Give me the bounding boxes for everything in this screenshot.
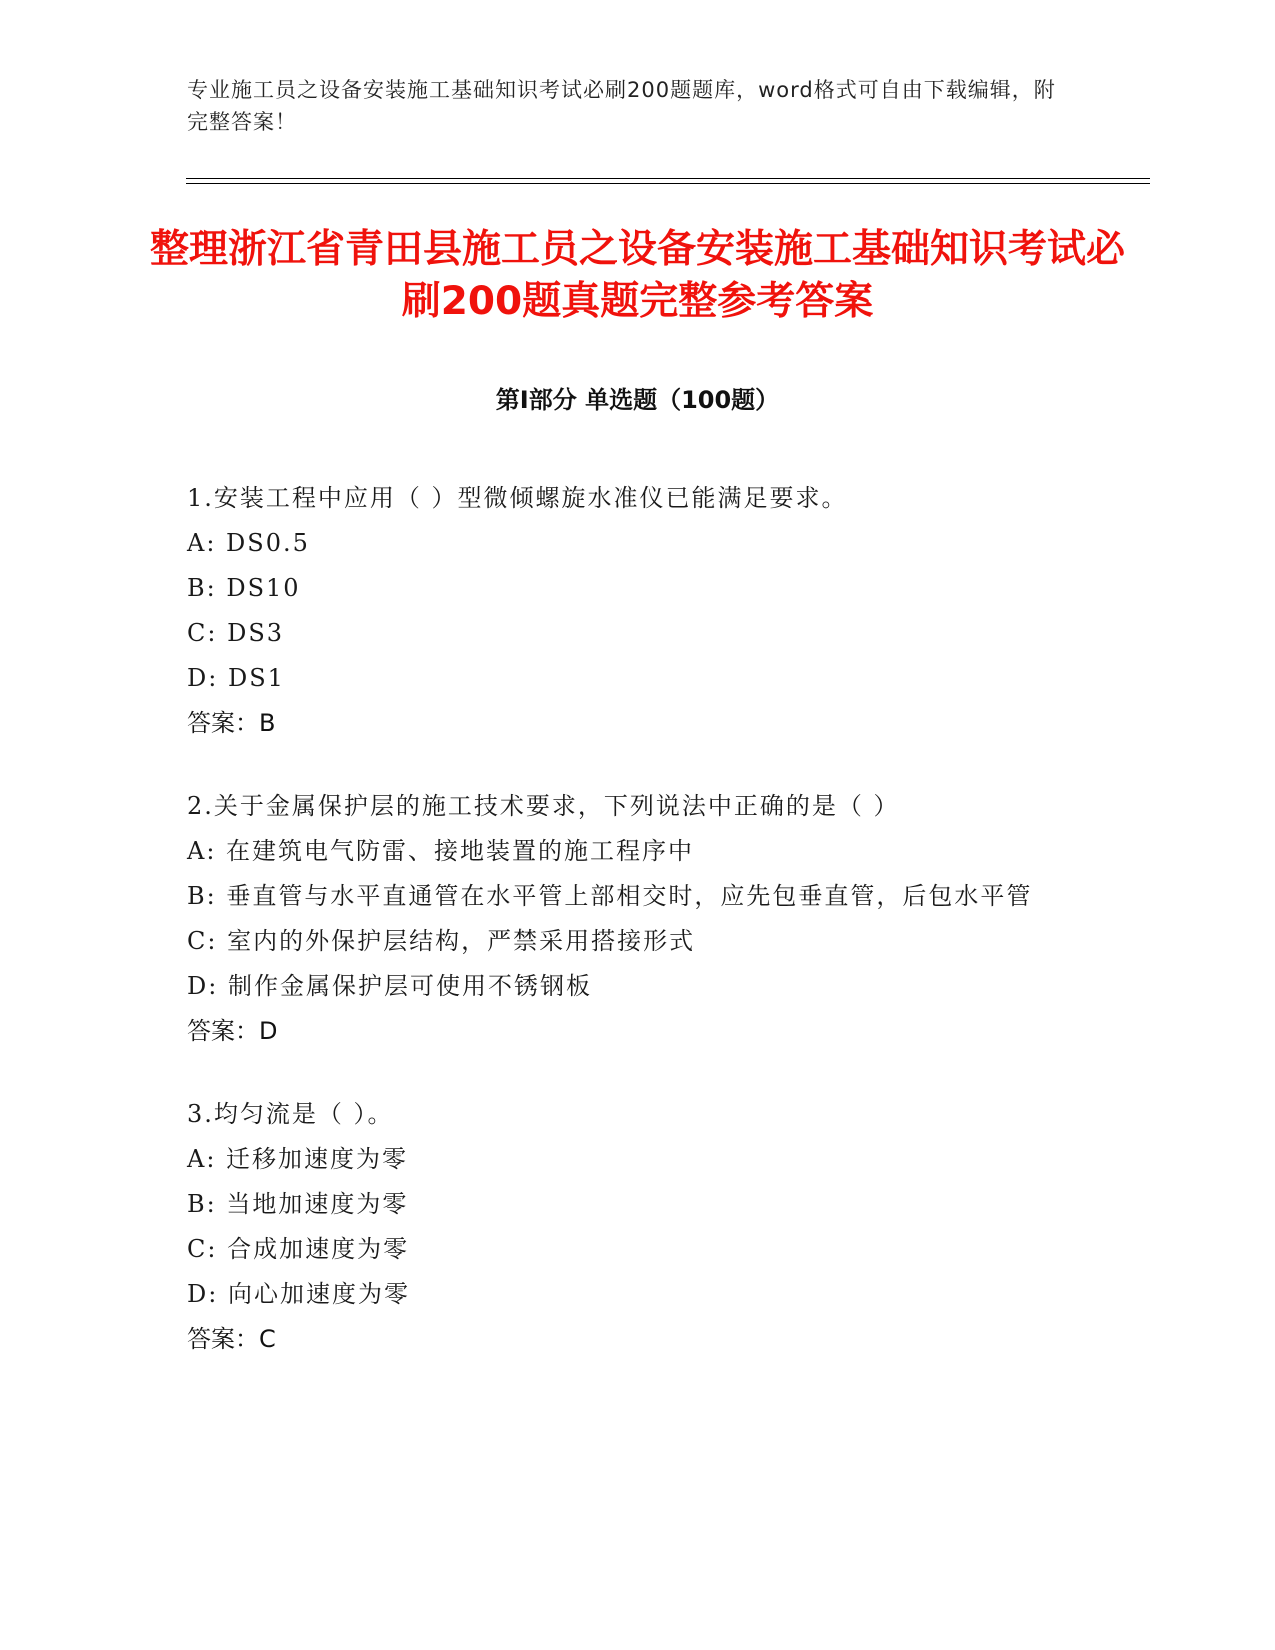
answer: 答案：D [187, 1017, 278, 1045]
option-b: B: 垂直管与水平直通管在水平管上部相交时，应先包垂直管，后包水平管 [187, 882, 1033, 910]
answer: 答案：B [187, 709, 276, 737]
question-2 [187, 784, 1067, 1054]
option-c: C: DS3 [187, 619, 285, 647]
option-b: B: DS10 [187, 574, 301, 602]
option-c: C: 合成加速度为零 [187, 1235, 410, 1263]
option-d: D: 向心加速度为零 [187, 1280, 410, 1308]
option-d: D: DS1 [187, 664, 285, 692]
question-stem: 1.安装工程中应用（ ）型微倾螺旋水准仪已能满足要求。 [187, 484, 848, 512]
header-divider-top [186, 178, 1150, 179]
header-divider-bottom [186, 183, 1150, 184]
document-title: 整理浙江省青田县施工员之设备安装施工基础知识考试必刷200题真题完整参考答案 [150, 227, 1126, 324]
question-1 [187, 476, 1067, 746]
option-a: A: DS0.5 [187, 529, 310, 557]
question-stem: 2.关于金属保护层的施工技术要求，下列说法中正确的是（ ） [187, 792, 900, 820]
option-a: A: 迁移加速度为零 [187, 1145, 409, 1173]
question-list [187, 476, 1067, 1400]
option-b: B: 当地加速度为零 [187, 1190, 409, 1218]
question-stem: 3.均匀流是（ ）。 [187, 1100, 394, 1128]
question-3 [187, 1092, 1067, 1362]
section-title: 第Ⅰ部分 单选题（100题） [495, 386, 780, 414]
header-note: 专业施工员之设备安装施工基础知识考试必刷200题题库，word格式可自由下载编辑，附完整答案！ [187, 78, 1056, 134]
option-d: D: 制作金属保护层可使用不锈钢板 [187, 972, 592, 1000]
option-c: C: 室内的外保护层结构，严禁采用搭接形式 [187, 927, 696, 955]
answer: 答案：C [187, 1325, 276, 1353]
option-a: A: 在建筑电气防雷、接地装置的施工程序中 [187, 837, 695, 865]
